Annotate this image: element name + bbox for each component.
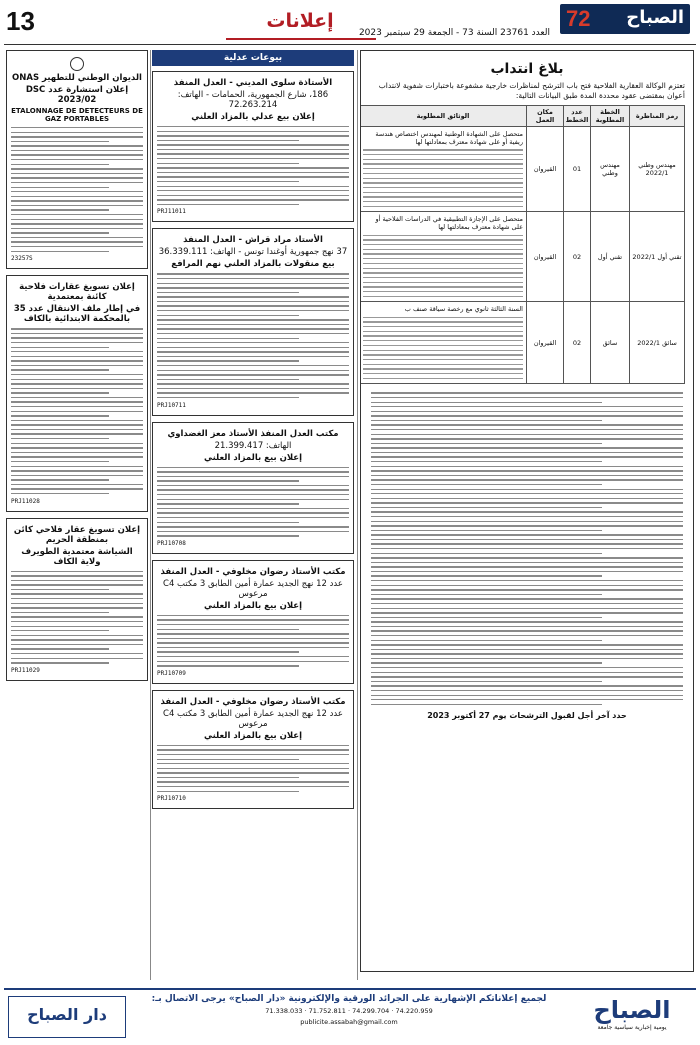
footer-logo-tagline: يومية إخبارية سياسية جامعة [597,1024,667,1031]
cell-count: 02 [564,212,591,302]
notice-title: الأستاذة سلوى المديني - العدل المنفذ [173,78,333,88]
notice-title: إعلان تسويغ عقارات فلاحية كائنة بمعتمدية [19,282,135,303]
section-title: إعلانات [266,10,334,32]
newspaper-logo[interactable] [560,4,690,34]
dar-assabah-text: دار الصباح [27,1005,107,1024]
notice-ref: PRJ11029 [11,666,40,674]
notice-address: الهاتف: 21.399.417 [214,440,292,451]
dar-assabah-logo[interactable] [8,996,126,1038]
notice-latin-title: ETALONNAGE DE DETECTEURS DE GAZ PORTABLES [11,107,143,123]
recruitment-notice [360,50,694,980]
cell-place: القيروان [527,212,564,302]
notice-heading: إعلان بيع بالمزاد العلني [203,730,303,741]
column-header: مكان العمل [527,106,564,127]
issue-info: العدد 23761 السنة 73 - الجمعة 29 سبتمبر 2023 [358,28,550,38]
notice-ref: PRJ10709 [157,669,186,677]
cell-code: تقني أول 2022/1 [630,212,685,302]
logo-number: 72 [566,6,591,31]
column-header: رمز المناظرة [630,106,685,127]
notice-title: مكتب العدل المنفذ الأستاذ معز الغضداوي [167,428,339,439]
cell-place: القيروان [527,302,564,384]
notice-ref: PRJ10710 [157,795,186,803]
notice-title: الأستاذ مراد قراش - العدل المنفذ [183,235,323,246]
notice-ref: PRJ11028 [11,497,40,505]
cell-count: 01 [564,127,591,212]
cell-docs [360,127,527,212]
footer-headline: لجميع إعلاناتكم الإشهارية على الجرائد الورقية والإلكترونية «دار الصباح» يرجى الاتصال بـ: [151,994,547,1004]
positions-table [360,105,685,384]
cell-requirement: متحصل على الشهادة الوطنية لمهندس اختصاص هندسة ريفية أو على شهادة معترف بمعادلتها لها [375,130,523,146]
notice-ref: PRJ11011 [157,208,186,216]
notice-heading: إعلان بيع عدلي بالمزاد العلني [191,112,315,122]
notice-ref: PRJ10711 [157,401,186,409]
sale-notice [152,560,354,684]
cell-code: مهندس وطني 2022/1 [630,127,685,212]
cell-place: القيروان [527,127,564,212]
lease-notice [6,275,148,511]
cell-position: مهندس وطني [591,127,630,212]
cell-code: سائق 2022/1 [630,302,685,384]
notice-address: 186، شارع الجمهورية، الحمامات - الهاتف: 72.263.214 [177,90,329,110]
notice-heading: إعلان بيع بالمزاد العلني [203,452,303,463]
cell-docs [360,212,527,302]
sale-notice [152,690,354,809]
section-underline [226,38,376,40]
sale-notice [152,228,354,415]
notice-intro: تعتزم الوكالة العقارية الفلاحية فتح باب الترشح لمناظرات خارجية مشفوعة باختبارات شفوية لانتداب أعوان بمقتضى عقود محددة المدة طبق البيانات التالية: [378,81,685,100]
judicial-sales-column [152,50,354,980]
notice-body-text [371,392,683,705]
column-header: الوثائق المطلوبة [360,106,527,127]
column-header: عدد الخطط [564,106,591,127]
notice-heading: بيع منقولات بالمزاد العلني نهم المرافع [171,259,335,270]
notice-heading: الشياشة معتمدية الطويرف ولاية الكاف [21,546,133,567]
cell-position: تقني أول [591,212,630,302]
header-rule [4,44,696,45]
notice-heading: في إطار ملف الانتقال عدد 35 بالمحكمة الابتدائية بالكاف [13,304,141,325]
cell-position: سائق [591,302,630,384]
notice-ref: 23257S [11,255,33,263]
cell-docs [360,302,527,384]
footer-phones: 74.220.959 · 74.299.704 · 71.752.811 · 71.338.033 [265,1007,433,1015]
sale-notice [152,422,354,554]
table-row [360,212,685,302]
cell-requirement: متحصل على الإجازة التطبيقية في الدراسات الفلاحية أو على شهادة معترف بمعادلتها لها [375,215,523,232]
left-notices-column [6,50,148,980]
table-row [360,127,685,212]
tender-notice [6,50,148,269]
column-divider [357,50,358,980]
notice-title: بلاغ انتداب [490,61,564,77]
table-header-row [360,106,685,127]
footer-logo-text: الصباح [593,996,671,1024]
table-row [360,302,685,384]
onas-seal-icon [70,57,84,71]
page-header [0,0,700,44]
footer-contact [130,994,568,1026]
notice-address: عدد 12 نهج الجديد عمارة أمين الطابق 3 مكتب C4 مرعوس [163,578,343,599]
notice-heading: إعلان استشارة عدد DSC 2023/02 [25,85,129,105]
notice-heading: إعلان بيع بالمزاد العلني [203,600,303,611]
notice-address: عدد 12 نهج الجديد عمارة أمين الطابق 3 مكتب C4 مرعوس [163,708,343,729]
cell-requirement: السنة الثالثة ثانوي مع رخصة سياقة صنف ب [404,305,523,314]
notice-ref: PRJ10708 [157,539,186,547]
notice-title: مكتب الأستاذ رضوان مخلوفي - العدل المنفذ [160,696,346,707]
logo-text: الصباح [626,7,684,28]
column-header: الخطة المطلوبة [591,106,630,127]
cell-count: 02 [564,302,591,384]
lease-notice [6,518,148,681]
notice-address: 37 نهج جمهورية أوغندا تونس - الهاتف: 36.339.111 [158,247,348,258]
notice-title: إعلان تسويغ عقار فلاحي كائن بمنطقة الحريم [13,524,141,545]
page-number: 13 [6,6,35,36]
footer-email[interactable]: publicite.assabah@gmail.com [300,1018,398,1026]
section-bar: بيوعات عدلية [152,50,354,66]
advertising-footer [4,988,696,1042]
notice-title: الديوان الوطني للتطهير ONAS [12,73,142,83]
sale-notice [152,71,354,222]
footer-logo[interactable] [572,996,692,1036]
deadline-text: حدد آخر أجل لقبول الترشحات يوم 27 أكتوبر 2023 [427,711,627,721]
column-divider [150,50,151,980]
notice-title: مكتب الأستاذ رضوان مخلوفي - العدل المنفذ [160,566,346,577]
